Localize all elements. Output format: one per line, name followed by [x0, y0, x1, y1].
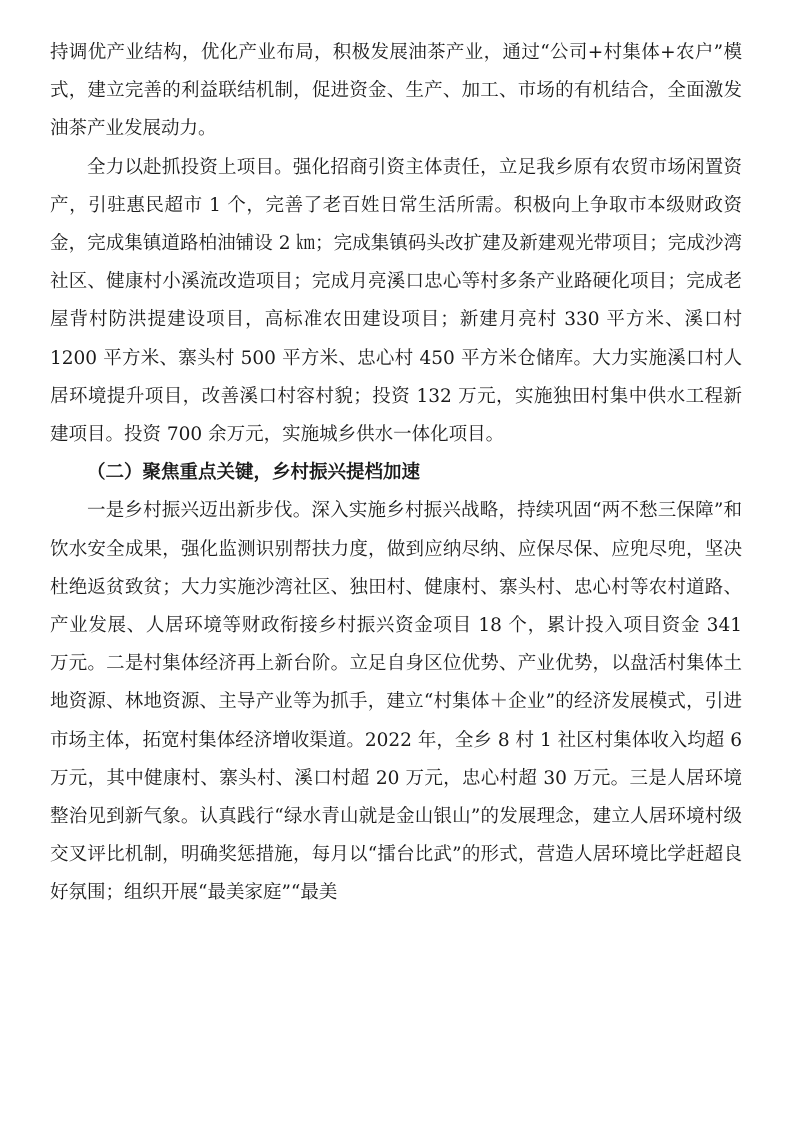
body-paragraph: 一是乡村振兴迈出新步伐。深入实施乡村振兴战略，持续巩固“两不愁三保障”和饮水安全成果，强化监测识别帮扶力度，做到应纳尽纳、应保尽保、应兜尽兜，坚决杜绝返贫致贫；大力实施沙湾社区、独田村、健康村、寨头村、忠心村等农村道路、产业发展、人居环境等财政衔接乡村振兴资金项目 18 个，累计投入项目资金 341 万元。二是村集体经济再上新台阶。立足自身区位优势、产业优势，以盘活村集体土地资源、林地资源、主导产业等为抓手，建立“村集体＋企业”的经济发展模式，引进市场主体，拓宽村集体经济增收渠道。2022 年，全乡 8 村 1 社区村集体收入均超 6 万元，其中健康村、寨头村、溪口村超 20 万元，忠心村超 30 万元。三是人居环境整治见到新气象。认真践行“绿水青山就是金山银山”的发展理念，建立人居环境村级交叉评比机制，明确奖惩措施，每月以“擂台比武”的形式，营造人居环境比学赶超良好氛围；组织开展“最美家庭”“最美: [50, 500, 742, 904]
body-paragraph: 持调优产业结构，优化产业布局，积极发展油茶产业，通过“公司+村集体+农户”模式，建立完善的利益联结机制，促进资金、生产、加工、市场的有机结合，全面激发油茶产业发展动力。: [50, 42, 742, 140]
body-paragraph: 全力以赴抓投资上项目。强化招商引资主体责任，立足我乡原有农贸市场闲置资产，引驻惠民超市 1 个，完善了老百姓日常生活所需。积极向上争取市本级财政资金，完成集镇道路柏油铺设 2 ㎞；完成集镇码头改扩建及新建观光带项目；完成沙湾社区、健康村小溪流改造项目；完成月亮溪口忠心等村多条产业路硬化项目；完成老屋背村防洪提建设项目，高标准农田建设项目；新建月亮村 330 平方米、溪口村 1200 平方米、寨头村 500 平方米、忠心村 450 平方米仓储库。大力实施溪口村人居环境提升项目，改善溪口村容村貌；投资 132 万元，实施独田村集中供水工程新建项目。投资 700 余万元，实施城乡供水一体化项目。: [50, 156, 742, 446]
section-heading: （二）聚焦重点关键，乡村振兴提档加速: [87, 462, 421, 484]
document-page: [50, 34, 742, 913]
